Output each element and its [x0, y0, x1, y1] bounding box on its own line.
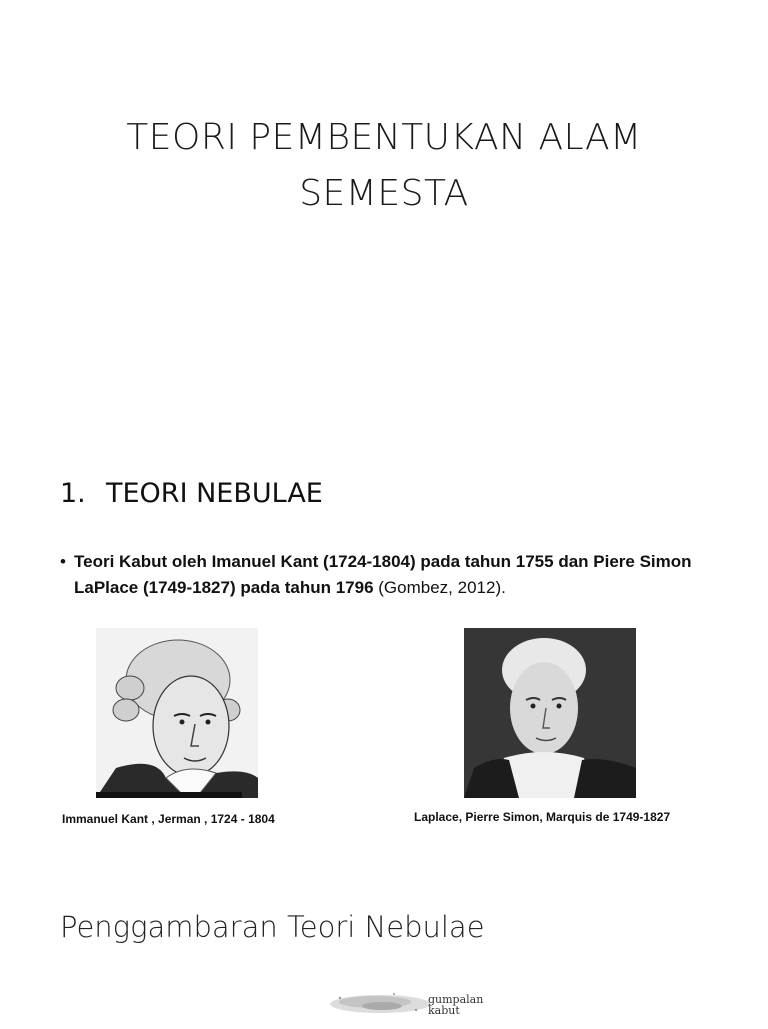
bullet-dot-icon: • — [60, 552, 66, 571]
bullet-citation: (Gombez, 2012). — [373, 578, 506, 597]
nebula-cloud-image — [320, 984, 520, 1024]
nebula-label-line1: gumpalan — [428, 993, 484, 1006]
slide-title-line1: TEORI PEMBENTUKAN ALAM — [126, 117, 642, 158]
slide-title-line2: SEMESTA — [299, 173, 469, 214]
slide-title — [0, 110, 768, 222]
subheading: Penggambaran Teori Nebulae — [60, 910, 485, 944]
kant-caption: Immanuel Kant , Jerman , 1724 - 1804 — [62, 812, 275, 826]
nebula-label — [428, 994, 483, 1016]
nebula-label-line2: kabut — [428, 1004, 460, 1017]
bullet-item — [60, 549, 740, 601]
bullet-bold-text: Teori Kabut oleh Imanuel Kant (1724-1804) pada tahun 1755 dan Piere Simon LaPlace (1749-1827) pada tahun 1796 — [74, 552, 692, 597]
kant-portrait — [96, 628, 258, 798]
laplace-caption: Laplace, Pierre Simon, Marquis de 1749-1827 — [414, 810, 671, 824]
section-number: 1. — [60, 478, 86, 509]
laplace-portrait — [464, 628, 636, 798]
section-heading — [60, 478, 323, 509]
section-title: TEORI NEBULAE — [106, 478, 323, 509]
